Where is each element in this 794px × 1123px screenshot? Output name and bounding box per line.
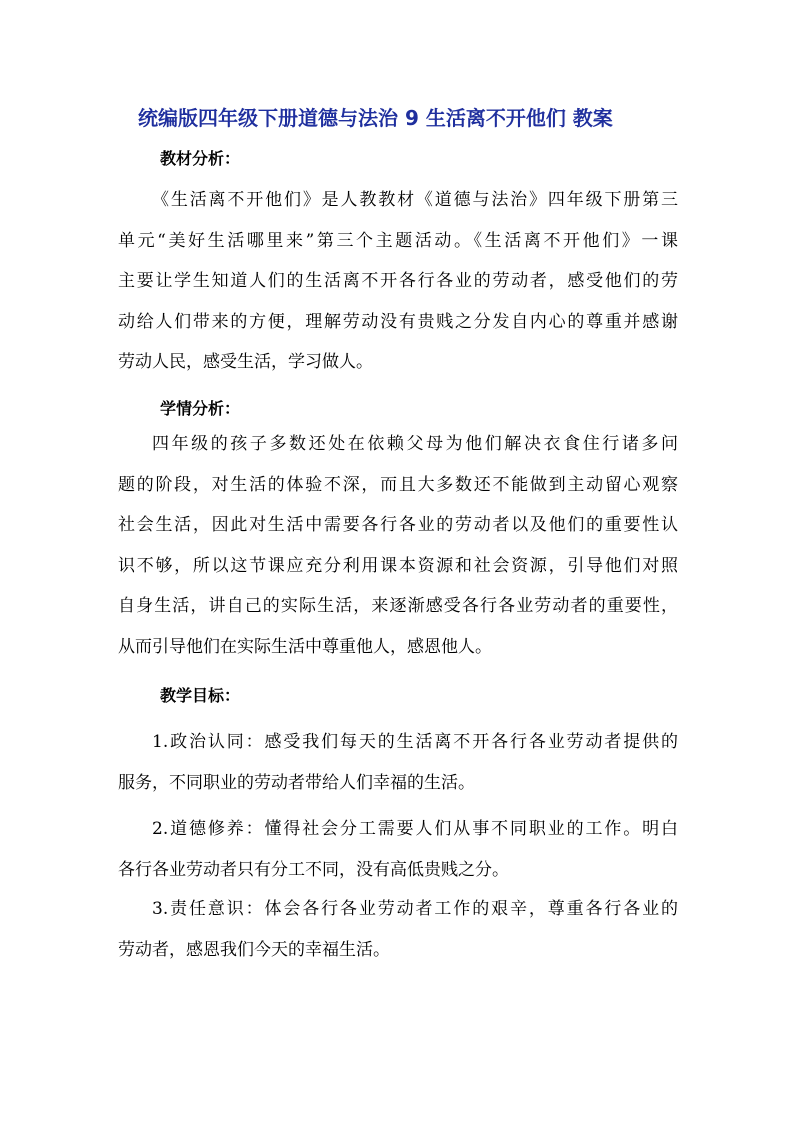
paragraph-line: 服务，不同职业的劳动者带给人们幸福的生活。	[118, 772, 475, 793]
paragraph-line: 社会生活，因此对生活中需要各行各业的劳动者以及他们的重要性认	[118, 515, 678, 535]
paragraph-line: 1.政治认同：感受我们每天的生活离不开各行各业劳动者提供的	[152, 732, 678, 752]
paragraph-line: 动给人们带来的方便，理解劳动没有贵贱之分发自内心的尊重并感谢	[118, 311, 678, 332]
paragraph-line: 3.责任意识：体会各行各业劳动者工作的艰辛，尊重各行各业的	[152, 899, 678, 919]
goal-item-moral-cultivation	[118, 809, 678, 890]
paragraph-line: 题的阶段，对生活的体验不深，而且大多数还不能做到主动留心观察	[118, 474, 678, 495]
section-heading-student-analysis: 学情分析：	[160, 399, 241, 418]
paragraph-textbook-analysis	[118, 180, 678, 383]
section-heading-textbook-analysis: 教材分析：	[160, 149, 241, 168]
paragraph-line: 主要让学生知道人们的生活离不开各行各业的劳动者，感受他们的劳	[118, 271, 678, 291]
goal-item-political-identity	[118, 722, 678, 803]
paragraph-line: 四年级的孩子多数还处在依赖父母为他们解决衣食住行诸多问	[152, 434, 678, 454]
paragraph-line: 自身生活，讲自己的实际生活，来逐渐感受各行各业劳动者的重要性，	[118, 596, 678, 616]
paragraph-line: 各行各业劳动者只有分工不同，没有高低贵贱之分。	[118, 859, 509, 880]
paragraph-line: 2.道德修养：懂得社会分工需要人们从事不同职业的工作。明白	[152, 819, 678, 839]
goal-item-responsibility	[118, 889, 678, 970]
paragraph-line: 从而引导他们在实际生活中尊重他人，感恩他人。	[118, 636, 492, 657]
paragraph-line: 识不够，所以这节课应充分利用课本资源和社会资源，引导他们对照	[118, 555, 678, 576]
document-title: 统编版四年级下册道德与法治 9 生活离不开他们 教案	[138, 106, 613, 130]
paragraph-line: 《生活离不开他们》是人教教材《道德与法治》四年级下册第三	[152, 190, 678, 210]
paragraph-student-analysis	[118, 424, 678, 667]
paragraph-line: 劳动人民，感受生活，学习做人。	[118, 352, 373, 372]
paragraph-line: 劳动者，感恩我们今天的幸福生活。	[118, 939, 390, 960]
section-heading-teaching-goals: 教学目标：	[160, 686, 241, 705]
paragraph-line: 单元“美好生活哪里来”第三个主题活动。《生活离不开他们》一课	[118, 230, 678, 251]
